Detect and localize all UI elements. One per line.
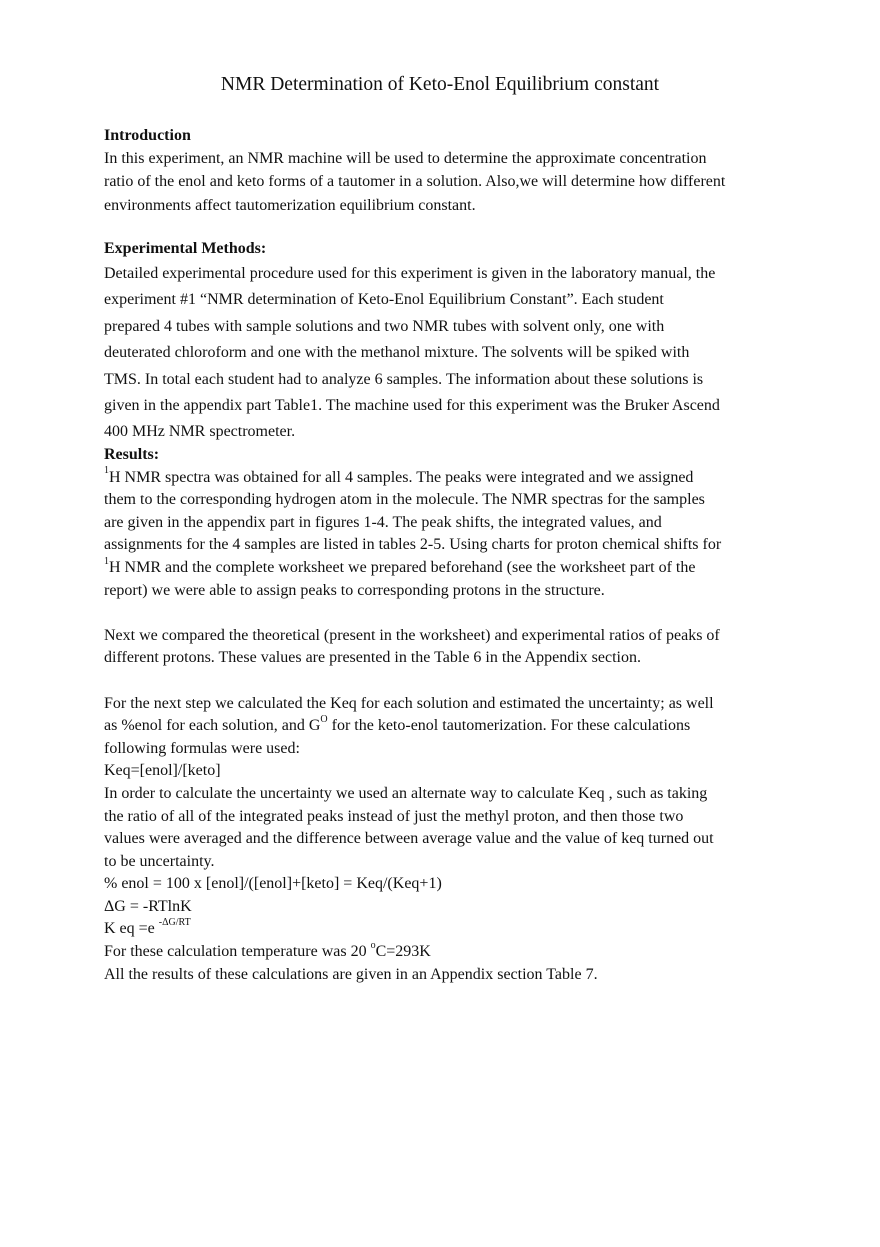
results-line: Next we compared the theoretical (present in the worksheet) and experimental ratios of peaks of	[104, 626, 720, 644]
introduction-section	[104, 124, 794, 217]
methods-line: prepared 4 tubes with sample solutions and two NMR tubes with solvent only, one with	[104, 317, 665, 335]
formula-keq-exponential: K eq =e $^{-\Delta G/RT}$	[104, 917, 191, 938]
results-section	[104, 444, 794, 986]
superscript: -ΔG/RT	[158, 917, 191, 929]
results-line: report) we were able to assign peaks to corresponding protons in the structure.	[104, 581, 605, 599]
results-line: For the next step we calculated the Keq for each solution and estimated the uncertainty; as well	[104, 694, 714, 712]
results-line: to be uncertainty.	[104, 852, 215, 870]
formula-keq: Keq=[enol]/[keto]	[104, 762, 221, 780]
introduction-line: environments affect tautomerization equilibrium constant.	[104, 196, 476, 214]
methods-line: 400 MHz NMR spectrometer.	[104, 423, 296, 441]
results-line: as %enol for each solution, and $G^O$ for the keto-enol tautomerization. For these calculations	[104, 713, 691, 735]
introduction-line: ratio of the enol and keto forms of a tautomer in a solution. Also,we will determine how different	[104, 173, 726, 191]
methods-line: TMS. In total each student had to analyze 6 samples. The information about these solutions is	[104, 370, 704, 388]
methods-heading: Experimental Methods:	[104, 240, 267, 257]
superscript: 1	[104, 555, 109, 567]
results-line: values were averaged and the difference between average value and the value of keq turned out	[104, 830, 714, 848]
results-line: following formulas were used:	[104, 739, 300, 757]
results-line: them to the corresponding hydrogen atom in the molecule. The NMR spectras for the samples	[104, 491, 705, 509]
superscript: o	[370, 939, 376, 951]
results-line: the ratio of all of the integrated peaks instead of just the methyl proton, and then those two	[104, 807, 684, 825]
methods-section	[104, 237, 794, 446]
methods-line: given in the appendix part Table1. The machine used for this experiment was the Bruker Ascend	[104, 397, 720, 415]
results-line: different protons. These values are presented in the Table 6 in the Appendix section.	[104, 649, 641, 667]
results-line: In order to calculate the uncertainty we used an alternate way to calculate Keq , such as taking	[104, 784, 708, 802]
superscript: O	[320, 713, 328, 725]
page-title: NMR Determination of Keto-Enol Equilibrium constant	[220, 74, 660, 95]
formula-delta-g: ΔG = -RTlnK	[104, 897, 192, 915]
results-paragraph-2	[104, 625, 794, 670]
results-line: All the results of these calculations are given in an Appendix section Table 7.	[104, 965, 598, 983]
results-line: $^1$H NMR and the complete worksheet we prepared beforehand (see the worksheet part of the	[104, 555, 696, 576]
methods-line: Detailed experimental procedure used for this experiment is given in the laboratory manual, the	[104, 265, 716, 282]
results-heading: Results:	[104, 446, 160, 463]
introduction-line: In this experiment, an NMR machine will be used to determine the approximate concentration	[104, 150, 707, 168]
results-paragraph-1	[104, 467, 794, 603]
superscript: 1	[104, 465, 109, 477]
results-line: For these calculation temperature was 20 $^o$C=293K	[104, 939, 431, 961]
methods-line: experiment #1 “NMR determination of Keto-Enol Equilibrium Constant”. Each student	[104, 291, 664, 309]
methods-line: deuterated chloroform and one with the methanol mixture. The solvents will be spiked with	[104, 344, 690, 362]
results-paragraph-3	[104, 693, 794, 987]
formula-percent-enol: % enol = 100 x [enol]/([enol]+[keto] = Keq/(Keq+1)	[104, 875, 442, 893]
results-line: are given in the appendix part in figures 1-4. The peak shifts, the integrated values, and	[104, 513, 662, 531]
results-line: assignments for the 4 samples are listed in tables 2-5. Using charts for proton chemical shifts for	[104, 536, 722, 554]
introduction-heading: Introduction	[104, 127, 191, 144]
results-line: $^1$H NMR spectra was obtained for all 4 samples. The peaks were integrated and we assigned	[104, 465, 694, 486]
